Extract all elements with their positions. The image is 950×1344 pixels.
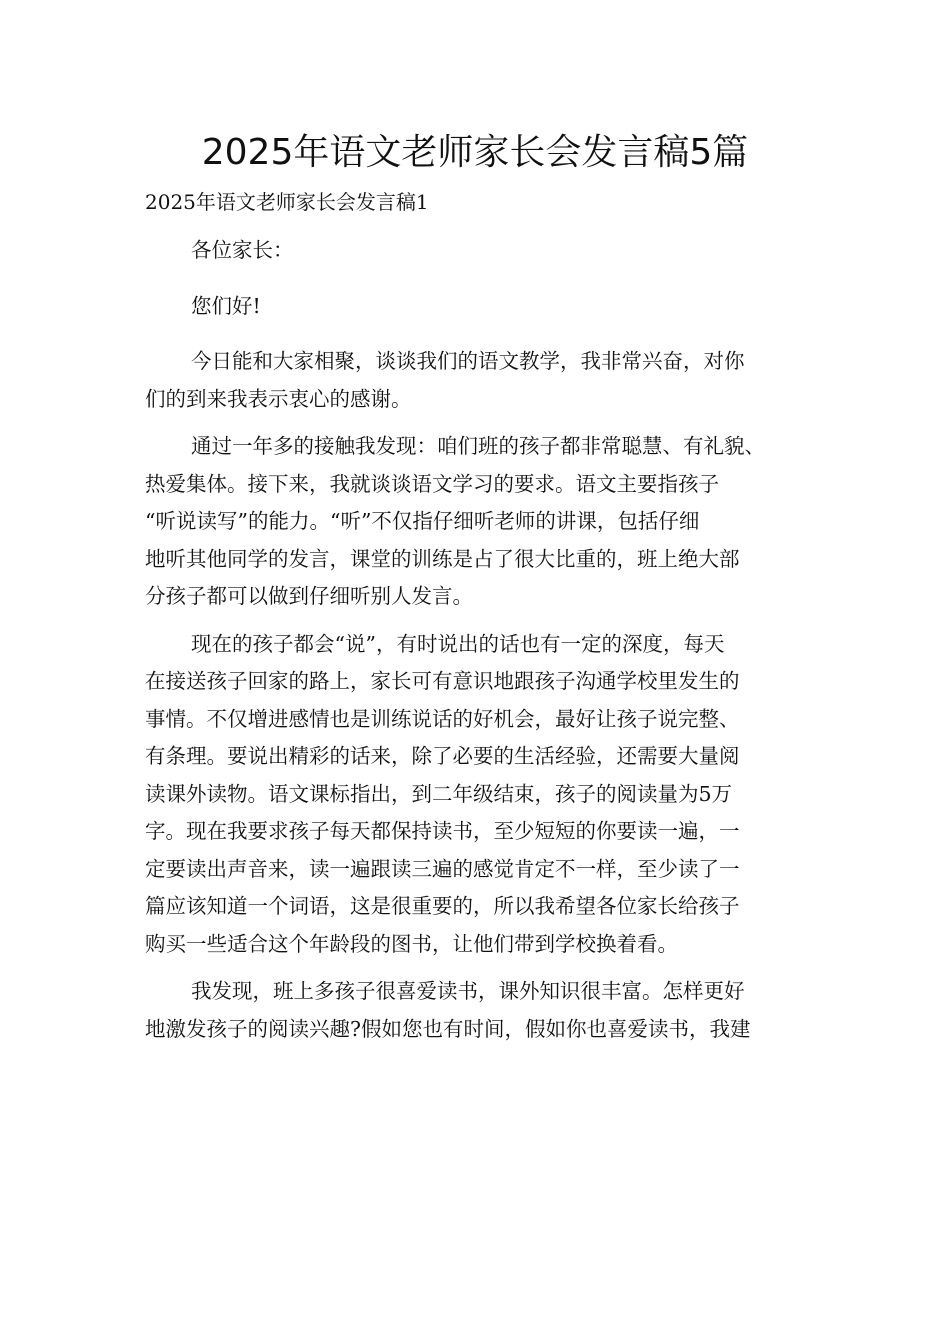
paragraph-line: 今日能和大家相聚，谈谈我们的语文教学，我非常兴奋，对你 (191, 349, 745, 373)
greeting-line: 各位家长： (191, 238, 294, 262)
page-title: 2025年语文老师家长会发言稿5篇 (201, 132, 749, 173)
blank-line (145, 616, 807, 626)
blank-line (145, 325, 807, 343)
paragraph-line: 我发现，班上多孩子很喜爱读书，课外知识很丰富。怎样更好 (191, 979, 745, 1003)
paragraph-line: 在接送孩子回家的路上，家长可有意识地跟孩子沟通学校里发生的 (145, 669, 740, 693)
blank-line (145, 418, 807, 428)
paragraph-line: 事情。不仅增进感情也是训练说话的好机会，最好让孩子说完整、 (145, 706, 740, 731)
paragraph-line: 篇应该知道一个词语，这是很重要的，所以我希望各位家长给孩子 (145, 894, 740, 918)
document-body (145, 232, 807, 1048)
paragraph-line: 购买一些适合这个年龄段的图书，让他们带到学校换着看。 (145, 931, 678, 956)
greeting-line: 您们好! (191, 293, 261, 318)
paragraph-line: 热爱集体。接下来，我就谈谈语文学习的要求。语文主要指孩子 (145, 471, 719, 496)
paragraph-line: 地听其他同学的发言，课堂的训练是占了很大比重的，班上绝大部 (145, 546, 740, 571)
paragraph-line: 们的到来我表示衷心的感谢。 (145, 386, 412, 411)
paragraph-line: 分孩子都可以做到仔细听别人发言。 (145, 584, 473, 608)
section-heading: 2025年语文老师家长会发言稿1 (145, 190, 429, 214)
paragraph-line: 现在的孩子都会“说”，有时说出的话也有一定的深度，每天 (191, 631, 725, 656)
paragraph-line: 有条理。要说出精彩的话来，除了必要的生活经验，还需要大量阅 (145, 744, 740, 768)
blank-line (145, 963, 807, 973)
paragraph-line: 字。现在我要求孩子每天都保持读书，至少短短的你要读一遍，一 (145, 819, 740, 843)
paragraph-line: 定要读出声音来，读一遍跟读三遍的感觉肯定不一样，至少读了一 (145, 856, 740, 881)
paragraph-line: 地激发孩子的阅读兴趣?假如您也有时间，假如你也喜爱读书，我建 (145, 1016, 751, 1041)
paragraph-line: 通过一年多的接触我发现：咱们班的孩子都非常聪慧、有礼貌、 (191, 434, 765, 458)
blank-line (145, 270, 807, 288)
paragraph-line: “听说读写”的能力。“听”不仅指仔细听老师的讲课，包括仔细 (145, 509, 700, 533)
paragraph-line: 读课外读物。语文课标指出，到二年级结束，孩子的阅读量为5万 (145, 781, 733, 806)
